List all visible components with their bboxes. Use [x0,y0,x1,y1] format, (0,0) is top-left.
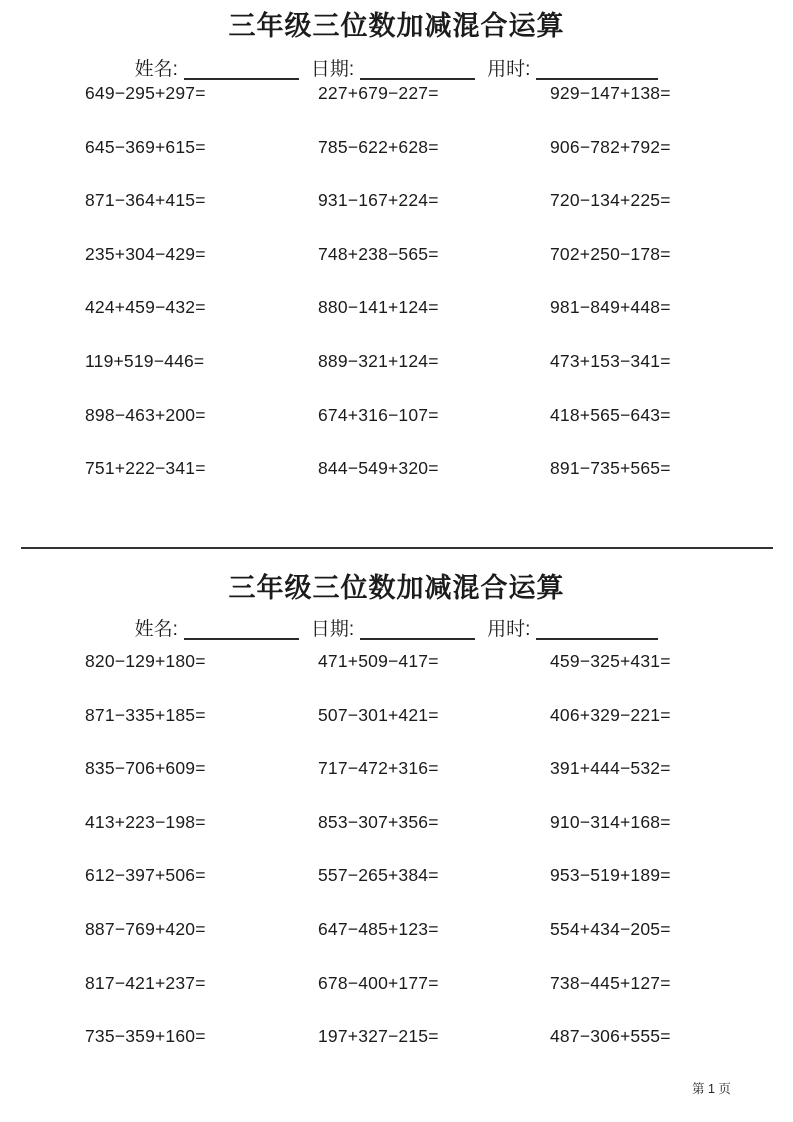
date-label: 日期: [310,619,355,640]
name-label: 姓名: [134,619,178,640]
problem-cell: 413+223−198= [85,811,206,832]
problem-cell: 853−307+356= [318,811,439,832]
name-label: 姓名: [134,59,178,80]
section-divider-line [21,547,773,549]
name-blank-line [184,620,299,640]
problem-cell: 906−782+792= [550,136,671,157]
problem-cell: 406+329−221= [550,704,671,725]
problem-cell: 418+565−643= [550,404,671,425]
problem-cell: 880−141+124= [318,297,439,318]
problem-cell: 871−335+185= [85,704,206,725]
problem-cell: 738−445+127= [550,972,671,993]
problem-cell: 674+316−107= [318,404,439,425]
problem-cell: 910−314+168= [550,811,671,832]
time-blank-line [536,620,658,640]
problem-cell: 119+519−446= [85,350,205,371]
date-blank-line [360,620,475,640]
problem-cell: 871−364+415= [85,190,206,211]
problem-cell: 647−485+123= [318,918,439,939]
problem-cell: 612−397+506= [85,865,206,886]
problem-cell: 817−421+237= [85,972,206,993]
problem-cell: 702+250−178= [550,243,671,264]
problem-cell: 197+327−215= [318,1026,439,1047]
problem-cell: 487−306+555= [550,1026,671,1047]
problem-cell: 820−129+180= [85,651,206,671]
problem-cell: 554+434−205= [550,918,671,939]
time-blank-line [536,60,658,80]
problem-cell: 471+509−417= [318,651,439,671]
problem-cell: 717−472+316= [318,758,439,779]
problem-cell: 649−295+297= [85,83,206,103]
date-label: 日期: [310,59,355,80]
worksheet-section-1 [0,0,793,513]
problem-cell: 898−463+200= [85,404,206,425]
problem-cell: 735−359+160= [85,1026,206,1047]
problem-cell: 844−549+320= [318,458,439,479]
problem-cell: 645−369+615= [85,136,206,157]
problem-cell: 424+459−432= [85,297,206,318]
problem-cell: 557−265+384= [318,865,439,886]
problem-cell: 889−321+124= [318,350,439,371]
problems-grid [0,652,793,1081]
problem-cell: 835−706+609= [85,758,206,779]
problem-cell: 981−849+448= [550,297,671,318]
header-fields [0,618,793,642]
problem-cell: 227+679−227= [318,83,439,103]
date-blank-line [360,60,475,80]
problem-cell: 887−769+420= [85,918,206,939]
name-blank-line [184,60,299,80]
problem-cell: 751+222−341= [85,458,206,479]
problem-cell: 785−622+628= [318,136,439,157]
time-label: 用时: [487,619,531,640]
problem-cell: 507−301+421= [318,704,439,725]
problem-cell: 748+238−565= [318,243,439,264]
worksheet-section-2 [0,558,793,1081]
problem-cell: 391+444−532= [550,758,671,779]
time-label: 用时: [487,59,531,80]
problems-grid [0,84,793,513]
problem-cell: 720−134+225= [550,190,671,211]
problem-cell: 473+153−341= [550,350,671,371]
problem-cell: 235+304−429= [85,243,206,264]
problem-cell: 929−147+138= [550,83,671,103]
problem-cell: 459−325+431= [550,651,671,671]
problem-cell: 931−167+224= [318,190,439,211]
problem-cell: 678−400+177= [318,972,439,993]
problem-cell: 891−735+565= [550,458,671,479]
worksheet-title: 三年级三位数加减混合运算 [228,573,565,603]
page-number: 第 1 页 [692,1082,731,1096]
worksheet-title: 三年级三位数加减混合运算 [228,11,565,41]
header-fields [0,58,793,82]
problem-cell: 953−519+189= [550,865,671,886]
